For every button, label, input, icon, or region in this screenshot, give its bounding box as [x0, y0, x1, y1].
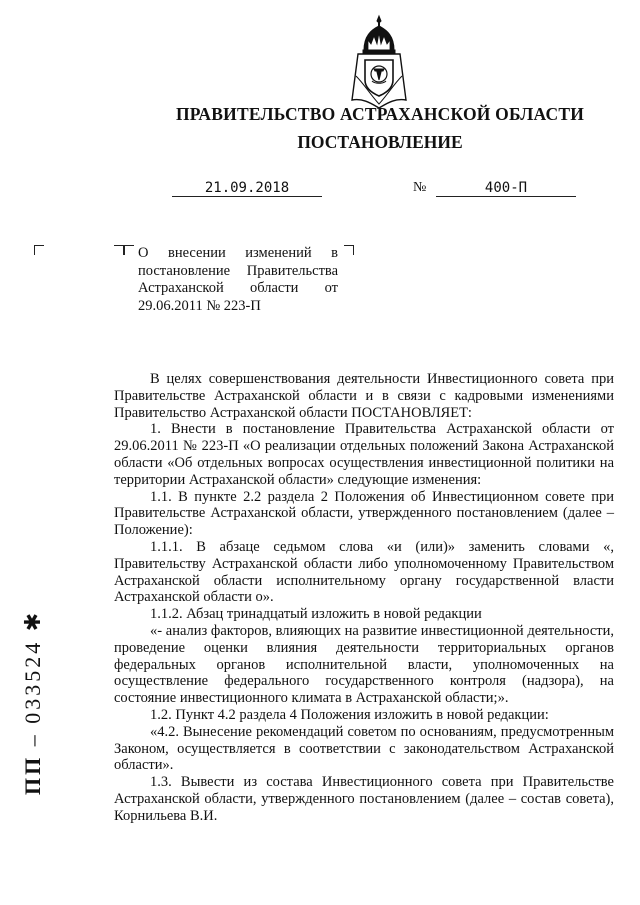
body-paragraph: 1.1.1. В абзаце седьмом слова «и (или)» заменить словами «, Правительству Астраханской области либо уполномоченному Правительством Астраханской области исполнительному органу государственной власти Астраханской области о».: [114, 538, 614, 606]
subject-bracket-close: [344, 245, 354, 255]
body-paragraph: «4.2. Вынесение рекомендаций советом по основаниям, предусмотренным Законом, осуществляется в соответствии с законодательством Астраханской области».: [114, 723, 614, 774]
document-type: ПОСТАНОВЛЕНИЕ: [297, 132, 463, 152]
stamp-prefix: ПП: [20, 754, 45, 795]
document-number: 400-П: [436, 180, 576, 197]
document-date: 21.09.2018: [172, 180, 322, 197]
body-paragraph: 1.1. В пункте 2.2 раздела 2 Положения об Инвестиционном совете при Правительстве Астраханской области, утвержденного постановлением (далее – Положение):: [114, 488, 614, 539]
number-sign: №: [413, 180, 427, 195]
margin-corner-mark: [114, 245, 124, 255]
stamp-number: 033524: [20, 639, 45, 724]
body-paragraph: В целях совершенствования деятельности Инвестиционного совета при Правительстве Астраханской области и в связи с кадровыми изменениями Правительство Астраханской области ПОСТАНОВЛЯЕТ:: [114, 371, 614, 421]
stamp-dash: –: [20, 732, 45, 747]
stamp-mark: ✱: [20, 609, 45, 632]
document-subject: О внесении изменений в постановление Правительства Астраханской области от 29.06.2011 № 223-П: [138, 245, 338, 314]
coat-of-arms-emblem: [344, 14, 414, 110]
body-paragraph: 1.2. Пункт 4.2 раздела 4 Положения изложить в новой редакции:: [150, 706, 549, 723]
serial-stamp: [20, 610, 46, 795]
subject-bracket-open: [124, 245, 134, 255]
margin-corner-mark: [34, 245, 44, 255]
document-body: [114, 371, 614, 825]
organization-title: ПРАВИТЕЛЬСТВО АСТРАХАНСКОЙ ОБЛАСТИ: [175, 104, 585, 124]
body-paragraph: 1.1.2. Абзац тринадцатый изложить в новой редакции: [150, 606, 482, 623]
body-paragraph: 1.3. Вывести из состава Инвестиционного совета при Правительстве Астраханской области, утвержденного постановлением (далее – состав совета), Корнильева В.И.: [114, 774, 614, 824]
body-paragraph: «- анализ факторов, влияющих на развитие инвестиционной деятельности, проведение оценки влияния деятельности территориальных органов федеральных органов исполнительной власти, уполномоченных на осуществление федерального государственного контроля (надзора), на состояние инвестиционного климата в Астраханской области;».: [114, 622, 614, 707]
body-paragraph: 1. Внести в постановление Правительства Астраханской области от 29.06.2011 № 223-П «О реализации отдельных положений Закона Астраханской области «Об отдельных вопросах осуществления инвестиционной политики на территории Астраханской области» следующие изменения:: [114, 421, 614, 488]
